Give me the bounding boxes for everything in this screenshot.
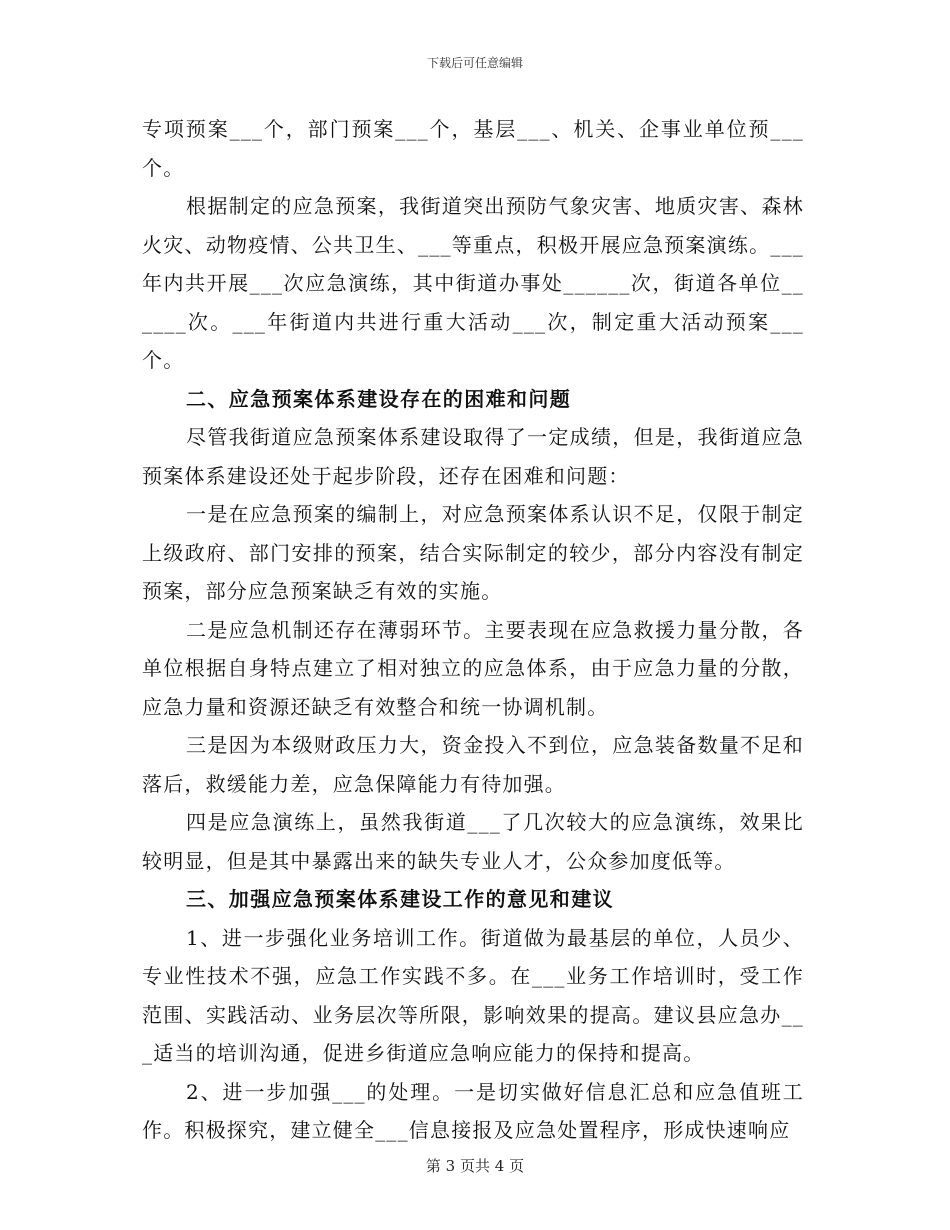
paragraph-problem-three: 三是因为本级财政压力大，资金投入不到位，应急装备数量不足和落后，救缓能力差，应急保障能力有待加强。 [142,733,804,796]
paragraph-problem-one: 一是在应急预案的编制上，对应急预案体系认识不足，仅限于制定上级政府、部门安排的预案，结合实际制定的较少，部分内容没有制定预案，部分应急预案缺乏有效的实施。 [142,502,804,603]
paragraph-problems-intro: 尽管我街道应急预案体系建设取得了一定成绩，但是，我街道应急预案体系建设还处于起步阶段，还存在困难和问题： [142,425,804,488]
section-heading-suggestions: 三、加强应急预案体系建设工作的意见和建议 [186,887,614,911]
paragraph-suggestion-two: 2、进一步加强___的处理。一是切实做好信息汇总和应急值班工作。积极探究，建立健全___信息接报及应急处置程序，形成快速响应 [142,1079,804,1142]
section-heading-problems: 二、应急预案体系建设存在的困难和问题 [186,386,572,411]
paragraph-problem-two: 二是应急机制还存在薄弱环节。主要表现在应急救援力量分散，各单位根据自身特点建立了相对独立的应急体系，由于应急力量的分散，应急力量和资源还缺乏有效整合和统一协调机制。 [142,617,804,719]
paragraph-drills: 根据制定的应急预案，我街道突出预防气象灾害、地质灾害、森林火灾、动物疫情、公共卫生、___等重点，积极开展应急预案演练。___年内共开展___次应急演练，其中街道办事处______次，街道各单位______次。___年街道内共进行重大活动___次，制定重大活动预案___个。 [142,194,804,372]
page-number: 第 3 页共 4 页 [425,1157,525,1175]
paragraph-suggestion-one: 1、进一步强化业务培训工作。街道做为最基层的单位，人员少、专业性技术不强，应急工作实践不多。在___业务工作培训时，受工作范围、实践活动、业务层次等所限，影响效果的提高。建议县应急办___适当的培训沟通，促进乡街道应急响应能力的保持和提高。 [142,925,804,1065]
paragraph-problem-four: 四是应急演练上，虽然我街道___了几次较大的应急演练，效果比较明显，但是其中暴露出来的缺失专业人才，公众参加度低等。 [142,810,804,873]
document-body [142,110,804,1150]
paragraph-plan-counts: 专项预案___个，部门预案___个，基层___、机关、企事业单位预___个。 [142,117,804,180]
header-note: 下载后可任意编辑 [426,56,523,70]
